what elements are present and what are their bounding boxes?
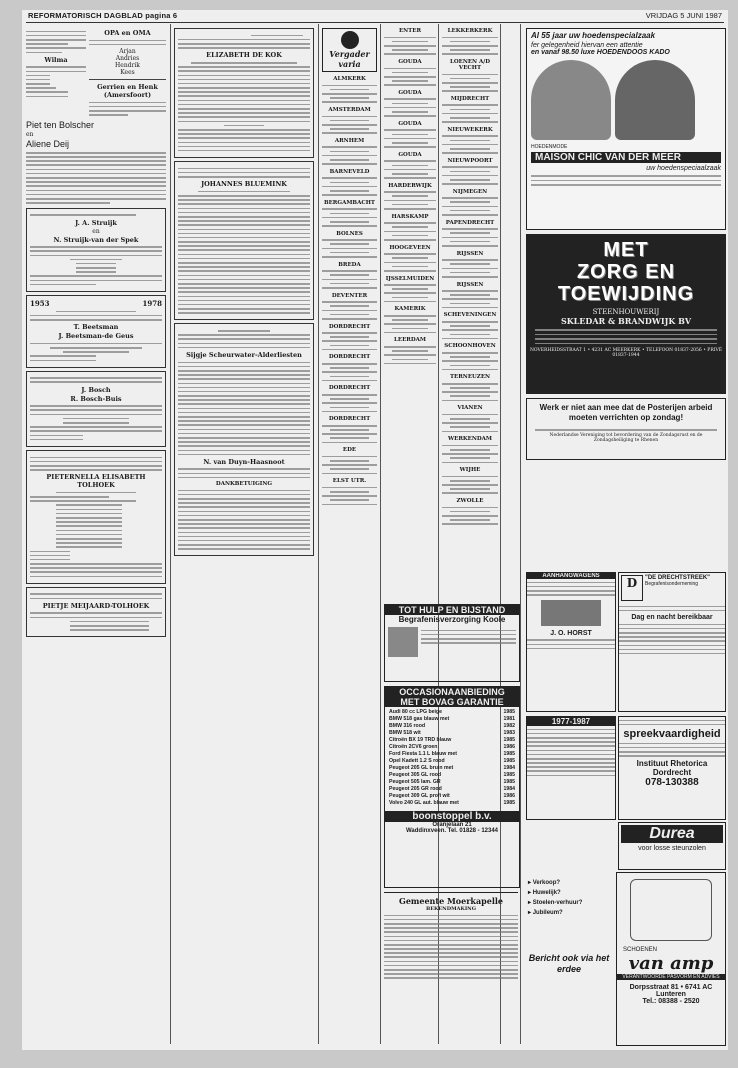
- rhetorica-ad: [618, 716, 726, 820]
- begrafenis-koole-ad: [384, 604, 520, 682]
- church-town: RIJSSEN: [456, 281, 484, 288]
- notice-name: Wilma: [44, 55, 68, 64]
- church-service-entry: [384, 59, 436, 86]
- church-service-entry: [384, 337, 436, 364]
- notice-box: [174, 161, 314, 320]
- church-town: KAMERIK: [394, 306, 426, 313]
- church-service-entry: [442, 282, 498, 309]
- verkoop-item-label: Stoelen-verhuur?: [532, 900, 583, 906]
- ad-photo: [388, 627, 418, 657]
- ad-headline: Gemeente Moerkapelle: [398, 896, 504, 906]
- trailer-image: [541, 600, 601, 626]
- car-year: 1985: [503, 709, 515, 715]
- ad-offer: en vanaf 98.50 luxe HOEDENDOOS KADO: [531, 49, 670, 56]
- vergader-varia-logo: [322, 28, 377, 72]
- church-service-entry: [442, 436, 498, 463]
- steenhouwerij-ad: [526, 234, 726, 394]
- church-service-entry: [384, 152, 436, 179]
- ad-headline: TOT HULP EN BIJSTAND: [385, 605, 519, 615]
- church-town: VIANEN: [457, 405, 483, 412]
- car-year: 1984: [503, 765, 515, 771]
- page-date: VRIJDAG 5 JUNI 1987: [645, 11, 722, 20]
- car-year: 1981: [503, 716, 515, 722]
- church-service-entry: [442, 28, 498, 55]
- verkoop-item: [528, 879, 610, 886]
- church-town: DORDRECHT: [328, 416, 371, 423]
- ad-phone: Tel.: 08388 - 2520: [642, 998, 700, 1005]
- ad-headline: TOEWIJDING: [557, 283, 695, 305]
- bullet-icon: ▸: [528, 910, 533, 916]
- shoe-image: [630, 879, 712, 941]
- car-year: 1985: [503, 758, 515, 764]
- church-service-entry: [322, 138, 377, 165]
- ad-headline: Werk er niet aan mee dat de Posterijen arbeid moeten verrichten op zondag!: [539, 403, 713, 422]
- ad-brand: Durea: [621, 825, 723, 843]
- car-year: 1985: [503, 779, 515, 785]
- notice-name: JOHANNES BLUEMINK: [201, 180, 287, 189]
- car-row: [389, 744, 515, 751]
- section-title: Vergader varia: [329, 49, 370, 69]
- notice-name: Piet ten Bolscher: [26, 120, 95, 131]
- car-row: [389, 758, 515, 765]
- drechtstreek-ad: [618, 572, 726, 712]
- bovag-ad: [384, 686, 520, 888]
- church-town: LEKKERKERK: [447, 28, 493, 34]
- church-town: EDE: [342, 447, 357, 454]
- page-header: [26, 10, 724, 23]
- church-service-entry: [322, 76, 377, 103]
- car-model: Audi 80 cc LPG beige: [389, 709, 443, 715]
- ad-phone: 078-130388: [645, 777, 699, 789]
- notice-box: [26, 450, 166, 584]
- ad-headline: ZORG EN: [576, 261, 676, 283]
- church-town: TERNEUZEN: [449, 374, 491, 381]
- church-service-entry: [384, 276, 436, 303]
- church-town: GOUDA: [398, 58, 422, 65]
- church-service-entry: [322, 262, 377, 289]
- car-row: [389, 737, 515, 744]
- verkoop-item: [528, 889, 610, 896]
- car-model: Peugeot 309 GL profi wit: [389, 793, 450, 799]
- ad-brand: boonstoppel b.v.: [385, 811, 519, 822]
- car-model: Ford Fiesta 1.1 L blauw met: [389, 751, 457, 757]
- ad-subline: MET BOVAG GARANTIE: [385, 697, 519, 707]
- ad-slogan: VERANTWOORDE PASVORM EN ADVIES: [617, 974, 725, 980]
- church-service-entry: [322, 478, 377, 505]
- notice-box: [26, 587, 166, 638]
- hat-photo: [531, 60, 611, 140]
- church-service-entry: [442, 312, 498, 339]
- ad-brand: SKLEDAR & BRANDWIJK BV: [560, 316, 692, 326]
- church-service-entry: [442, 467, 498, 494]
- church-town: NIEUWPOORT: [447, 157, 493, 164]
- car-model: Peugeot 205 GR rood: [389, 786, 442, 792]
- church-town: GOUDA: [398, 120, 422, 127]
- church-service-entry: [442, 498, 498, 525]
- church-town: SCHEVENINGEN: [443, 312, 497, 319]
- church-town: LOENEN A/D VECHT: [449, 58, 491, 71]
- notice-name: T. Beetsman: [73, 323, 119, 332]
- church-town: ARNHEM: [334, 137, 365, 144]
- notice-name: R. Bosch-Buis: [70, 394, 122, 403]
- notice-name: J. A. Struijk: [75, 218, 117, 227]
- verkoop-item: [528, 909, 610, 916]
- notice-box: [26, 371, 166, 447]
- church-town: GOUDA: [398, 151, 422, 158]
- ad-address: Dorpsstraat 81 • 6741 AC Lunteren: [629, 984, 713, 998]
- car-year: 1985: [503, 772, 515, 778]
- notice-heading: DANKBETUIGING: [215, 481, 273, 488]
- ad-footer: Bericht ook via het erdee: [528, 953, 610, 974]
- car-year: 1986: [503, 793, 515, 799]
- church-service-entry: [384, 306, 436, 333]
- car-row: [389, 779, 515, 786]
- car-year: 1985: [503, 737, 515, 743]
- car-row: [389, 800, 515, 807]
- church-town: DORDRECHT: [328, 385, 371, 392]
- notice-heading: Gerrien en Henk (Amersfoort): [97, 82, 158, 99]
- vanamp-ad: [616, 872, 726, 1046]
- notice-box: [26, 208, 166, 292]
- notice-name: PIETERNELLA ELISABETH TOLHOEK: [46, 473, 146, 490]
- ad-address: Oranjelaan 21: [432, 822, 472, 828]
- car-model: Volvo 240 GL aut. blauw met: [389, 800, 459, 806]
- church-service-entry: [322, 324, 377, 351]
- drechtstreek-logo: D: [621, 575, 643, 601]
- car-row: [389, 765, 515, 772]
- newspaper-page: [22, 10, 728, 1050]
- car-year: 1985: [503, 800, 515, 806]
- church-town: PAPENDRECHT: [445, 219, 495, 226]
- church-town: NIJMEGEN: [452, 188, 488, 195]
- notice-box: [26, 295, 166, 368]
- notice-year: 1953: [30, 299, 50, 308]
- car-row: [389, 772, 515, 779]
- verkoop-item-label: Jubileum?: [532, 910, 563, 916]
- erdee-ad: [526, 872, 612, 1044]
- church-service-entry: [442, 189, 498, 216]
- church-town: MIJDRECHT: [450, 95, 490, 102]
- car-row: [389, 786, 515, 793]
- church-service-entry: [442, 127, 498, 154]
- church-town: ZWOLLE: [456, 498, 484, 505]
- church-town: DORDRECHT: [328, 354, 371, 361]
- car-year: 1983: [503, 730, 515, 736]
- car-model: Peugeot 205 GL bruin met: [389, 765, 454, 771]
- ad-subline: Begrafenisverzorging Koole: [398, 615, 506, 624]
- family-notices-column-1: [26, 28, 166, 1046]
- ad-headline: OCCASIONAANBIEDING: [385, 687, 519, 697]
- church-service-entry: [322, 200, 377, 227]
- car-row: [389, 793, 515, 800]
- notice-name: J. Beetsman-de Geus: [58, 332, 134, 341]
- car-row: [389, 751, 515, 758]
- notice-year: 1978: [142, 299, 162, 308]
- ad-headline: AANHANGWAGENS: [527, 573, 615, 579]
- church-town: HOOGEVEEN: [389, 244, 431, 251]
- notice-connector: en: [92, 227, 100, 235]
- church-service-entry: [384, 183, 436, 210]
- ad-subline: STEENHOUWERIJ: [592, 308, 660, 316]
- church-town: BARNEVELD: [329, 168, 370, 175]
- church-town: BREDA: [338, 261, 361, 268]
- church-service-entry: [442, 96, 498, 123]
- church-service-entry: [322, 447, 377, 474]
- church-service-entry: [322, 354, 377, 381]
- notice-name: Aliene Deij: [26, 139, 70, 150]
- car-model: Citroën BX 19 TRD blauw: [389, 737, 452, 743]
- aanhangwagens-ad: [526, 572, 616, 712]
- ad-subline: Begrafenisonderneming: [645, 581, 699, 587]
- church-town: WIJHE: [459, 467, 481, 474]
- church-service-entry: [322, 231, 377, 258]
- ad-subline: voor losse steunzolen: [638, 845, 706, 852]
- car-year: 1985: [503, 751, 515, 757]
- church-service-entry: [442, 343, 498, 370]
- church-town: WERKENDAM: [447, 436, 493, 443]
- notice-name: PIETJE MEIJAARD-TOLHOEK: [42, 601, 150, 610]
- ad-brand: MAISON CHIC VAN DER MEER: [531, 152, 721, 163]
- car-model: Peugeot 305 GL rood: [389, 772, 442, 778]
- church-service-entry: [322, 107, 377, 134]
- church-town: DEVENTER: [331, 292, 368, 299]
- church-town: IJSSELMUIDEN: [385, 275, 435, 282]
- ad-address: Waddinxveen. Tel. 01828 - 12344: [405, 828, 499, 834]
- car-row: [389, 716, 515, 723]
- church-service-entry: [442, 220, 498, 247]
- ad-headline: 1977-1987: [527, 717, 615, 726]
- church-service-entry: [384, 214, 436, 241]
- notice-heading: OPA en OMA: [104, 29, 151, 37]
- anniversary-ad: [526, 716, 616, 820]
- notice-name: N. van Duyn-Haasnoot: [203, 457, 285, 466]
- ad-headline: Al 55 jaar uw hoedenspecialzaak: [531, 31, 656, 40]
- ad-label: SCHOENEN: [623, 947, 658, 953]
- church-town: LEERDAM: [394, 337, 426, 344]
- notice-name: N. Struijk-van der Spek: [53, 235, 139, 244]
- bullet-icon: ▸: [528, 890, 533, 896]
- ad-brand: J. O. HORST: [550, 629, 592, 637]
- ad-footer: Nederlandse Vereniging tot bevordering van de Zondagsrust en de Zondagsheiliging te Rhenen: [549, 432, 703, 443]
- ad-headline: "DE DRECHTSTREEK": [645, 575, 711, 581]
- church-service-entry: [384, 90, 436, 117]
- bullet-icon: ▸: [528, 880, 533, 886]
- church-town: ELST UTR.: [332, 478, 367, 485]
- bullet-icon: ▸: [528, 900, 533, 906]
- durea-ad: [618, 822, 726, 870]
- car-model: BMW 316 rood: [389, 723, 426, 729]
- church-service-entry: [442, 405, 498, 432]
- church-service-entry: [384, 28, 436, 55]
- car-row: [389, 730, 515, 737]
- ad-headline: spreekvaardigheid: [623, 727, 721, 740]
- church-town: ALMKERK: [333, 76, 366, 82]
- ad-brand: Instituut Rhetorica Dordrecht: [636, 759, 708, 778]
- notice-name: J. Bosch: [81, 385, 111, 394]
- church-service-entry: [322, 293, 377, 320]
- posterijen-ad: [526, 398, 726, 460]
- ad-subline: fer gelegenheid hiervan een attentie: [531, 42, 643, 49]
- church-service-entry: [322, 169, 377, 196]
- notice-name: Kees: [120, 68, 135, 76]
- church-service-entry: [442, 251, 498, 278]
- car-year: 1984: [503, 786, 515, 792]
- verkoop-item: [528, 899, 610, 906]
- newspaper-title: REFORMATORISCH DAGBLAD pagina 6: [28, 11, 178, 20]
- church-service-entry: [442, 374, 498, 401]
- car-year: 1986: [503, 744, 515, 750]
- ad-brand: van amp: [628, 953, 714, 974]
- church-town: GOUDA: [398, 89, 422, 96]
- church-town: AMSTERDAM: [328, 106, 371, 113]
- notice-name: Sijgje Scheurwater-Alderliesten: [186, 350, 302, 359]
- car-year: 1982: [503, 723, 515, 729]
- car-model: Peugeot 505 Iam. GR: [389, 779, 441, 785]
- church-town: NIEUWEKERK: [447, 126, 493, 133]
- notice-name: Andries: [115, 54, 140, 62]
- family-notices-column-2: [174, 28, 314, 1046]
- church-town: HARDERWIJK: [388, 182, 432, 189]
- car-row: [389, 723, 515, 730]
- notice-box: [174, 28, 314, 158]
- car-model: Citroën 2CV6 groen: [389, 744, 438, 750]
- ad-tagline: uw hoedenspeciaalzaak: [646, 165, 721, 172]
- car-model: BMW 518 gas blauw met: [389, 716, 450, 722]
- verkoop-item-label: Huwelijk?: [532, 890, 561, 896]
- church-service-entry: [322, 385, 377, 412]
- hoeden-ad: [526, 28, 726, 230]
- notice-name: ELIZABETH DE KOK: [206, 51, 282, 60]
- church-town: HARSKAMP: [391, 213, 429, 220]
- church-service-entry: [442, 158, 498, 185]
- church-services-column-1: [322, 28, 377, 1046]
- notice-connector: en: [26, 131, 34, 139]
- verkoop-item-label: Verkoop?: [532, 880, 561, 886]
- church-town: SCHOONHOVEN: [444, 343, 496, 350]
- gemeente-ad: [384, 892, 518, 1043]
- church-service-entry: [384, 121, 436, 148]
- car-model: Opel Kadett 1.2 S rood: [389, 758, 445, 764]
- church-town: BOLNES: [336, 230, 363, 237]
- church-town: RIJSSEN: [456, 250, 484, 257]
- ad-slogan: Dag en nacht bereikbaar: [631, 613, 713, 621]
- church-service-entry: [442, 59, 498, 92]
- car-model: BMW 518 wit: [389, 730, 421, 736]
- notice-name: Hendrik: [115, 61, 140, 69]
- ad-subline: BEKENDMAKING: [425, 906, 477, 912]
- ad-address: NOVERHEIDSSTRAAT 1 • 4231 AC MEERKERK • TELEFOON 01837-2056 • PRIVÉ 01837-1944: [529, 348, 723, 359]
- church-town: BERGAMBACHT: [323, 199, 376, 206]
- notice-box: [174, 323, 314, 556]
- notice-name: Arjan: [119, 47, 136, 55]
- ad-label: HOEDENMODE: [531, 144, 568, 150]
- church-service-entry: [322, 416, 377, 443]
- hat-photo: [615, 60, 695, 140]
- ad-headline: MET: [603, 239, 649, 261]
- car-row: [389, 709, 515, 716]
- church-town: DORDRECHT: [328, 323, 371, 330]
- church-town: ENTER: [398, 28, 422, 34]
- church-service-entry: [384, 245, 436, 272]
